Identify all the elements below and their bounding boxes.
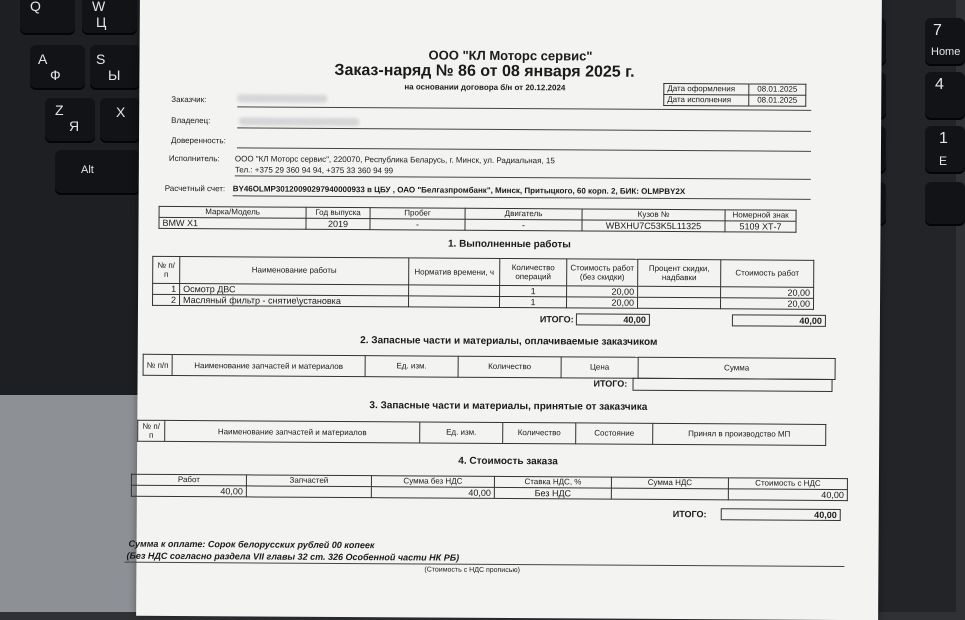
works-header: Процент скидки, надбавки bbox=[638, 259, 721, 287]
cost-works: 40,00 bbox=[131, 485, 246, 497]
key-0[interactable] bbox=[925, 182, 965, 226]
cost-vat-rate: Без НДС bbox=[494, 487, 611, 499]
work-name: Масляный фильтр - снятие\установка bbox=[180, 294, 409, 306]
parts-customer-heading: 3. Запасные части и материалы, принятые от заказчика bbox=[369, 400, 648, 413]
cost-header: Работ bbox=[131, 474, 246, 486]
works-total-sum: 40,00 bbox=[732, 314, 826, 327]
work-norm bbox=[409, 285, 500, 297]
key-z[interactable] bbox=[45, 98, 95, 143]
work-total: 20,00 bbox=[720, 298, 813, 310]
parts-paid-table bbox=[143, 354, 836, 380]
works-heading: 1. Выполненные работы bbox=[447, 238, 571, 251]
work-total: 20,00 bbox=[721, 287, 814, 299]
parts-customer-header-row bbox=[138, 420, 826, 445]
parts-customer-header: Состояние bbox=[576, 423, 653, 444]
key-home[interactable] bbox=[925, 18, 965, 66]
work-order-document bbox=[126, 0, 882, 620]
key-label-sub: Home bbox=[931, 46, 961, 58]
customer-redacted bbox=[237, 94, 327, 103]
customer-line bbox=[237, 106, 811, 111]
cost-with-vat: 40,00 bbox=[728, 489, 847, 501]
key-label: Q bbox=[30, 0, 41, 14]
laptop-surface bbox=[0, 395, 150, 612]
key-q[interactable] bbox=[20, 0, 75, 35]
vehicle-header: Кузов № bbox=[582, 209, 725, 221]
vehicle-header: Год выпуска bbox=[306, 207, 370, 218]
key-label: A bbox=[38, 51, 48, 67]
cost-header: Стоимость с НДС bbox=[728, 478, 847, 490]
cost-total-label: ИТОГО: bbox=[672, 509, 707, 520]
cost-parts bbox=[246, 486, 371, 498]
cost-table bbox=[131, 474, 848, 501]
vehicle-header: Двигатель bbox=[465, 208, 582, 220]
parts-paid-header-row bbox=[143, 354, 835, 379]
key-label-cyr: Ф bbox=[50, 67, 61, 83]
parts-paid-total-box bbox=[632, 378, 832, 392]
key-1[interactable] bbox=[925, 126, 965, 174]
cost-header: Сумма без НДС bbox=[371, 476, 494, 488]
owner-line bbox=[237, 127, 811, 132]
cost-total-value: 40,00 bbox=[721, 508, 841, 521]
key-4[interactable] bbox=[925, 72, 965, 120]
work-qty: 1 bbox=[500, 285, 567, 296]
works-table bbox=[152, 256, 814, 310]
key-label-cyr: Ы bbox=[108, 67, 121, 83]
works-header: Норматив времени, ч bbox=[409, 258, 500, 286]
cost-heading: 4. Стоимость заказа bbox=[458, 455, 558, 468]
work-name: Осмотр ДВС bbox=[180, 283, 409, 295]
owner-label: Владелец: bbox=[171, 115, 211, 126]
dates-table bbox=[663, 83, 806, 107]
vehicle-header: Пробег bbox=[370, 208, 465, 220]
key-a[interactable] bbox=[30, 45, 85, 90]
cost-header: Запчастей bbox=[246, 475, 371, 487]
company-name: ООО "КЛ Моторс сервис" bbox=[428, 47, 593, 64]
vehicle-model: BMW X1 bbox=[159, 217, 306, 229]
account-value: BY46OLMP30120090297940000933 в ЦБУ , ОАО "Белгазпромбанк", Минск, Притыцкого, 60 корп. 2, БИК: OLMPBY2X bbox=[232, 184, 686, 197]
work-cost: 20,00 bbox=[567, 286, 638, 297]
parts-paid-header: Количество bbox=[458, 356, 561, 378]
parts-paid-total-label: ИТОГО: bbox=[593, 378, 628, 389]
vehicle-vin: WBXHU7C53K5L11325 bbox=[582, 220, 725, 232]
works-header: № п/п bbox=[153, 256, 180, 283]
parts-customer-header: Ед. изм. bbox=[420, 422, 503, 444]
sum-caption: (Стоимость с НДС прописью) bbox=[424, 566, 520, 575]
key-label-cyr: Ц bbox=[96, 14, 107, 30]
date-label: Дата оформления bbox=[664, 83, 749, 95]
works-header-row bbox=[153, 256, 814, 287]
parts-paid-header: Сумма bbox=[638, 357, 835, 379]
work-norm bbox=[408, 296, 499, 308]
key-alt[interactable] bbox=[55, 150, 140, 195]
date-row bbox=[664, 83, 806, 95]
key-label: 7 bbox=[933, 22, 942, 39]
proxy-label: Доверенность: bbox=[170, 135, 226, 146]
executor-value: ООО "КЛ Моторс сервис", 220070, Республика Беларусь, г. Минск, ул. Радиальная, 15 bbox=[234, 154, 555, 166]
vehicle-header: Номерной знак bbox=[725, 210, 796, 221]
key-label: S bbox=[96, 51, 106, 67]
proxy-line bbox=[237, 147, 811, 152]
cost-header: Сумма НДС bbox=[611, 477, 728, 489]
parts-paid-heading: 2. Запасные части и материалы, оплачиваемые заказчиком bbox=[360, 335, 658, 348]
parts-paid-header: № п/п bbox=[143, 354, 172, 375]
executor-line bbox=[235, 175, 811, 180]
vat-note: (Без НДС согласно раздела VII главы 32 ст. 326 Особенной части НК РБ) bbox=[126, 550, 460, 563]
cost-no-vat: 40,00 bbox=[371, 487, 494, 499]
date-value: 08.01.2025 bbox=[749, 95, 806, 106]
key-label: X bbox=[116, 104, 126, 120]
owner-redacted bbox=[239, 117, 359, 126]
works-header: Наименование работы bbox=[180, 256, 409, 284]
works-header: Стоимость работ (без скидки) bbox=[567, 259, 638, 286]
cost-vat-sum bbox=[611, 488, 728, 500]
key-label-sub: E bbox=[939, 154, 948, 168]
work-qty: 1 bbox=[499, 296, 566, 307]
works-total-label: ИТОГО: bbox=[539, 314, 574, 325]
key-x[interactable] bbox=[100, 98, 140, 143]
parts-paid-header: Ед. изм. bbox=[365, 356, 458, 378]
vehicle-table bbox=[158, 206, 796, 233]
account-line bbox=[233, 195, 811, 200]
date-row bbox=[664, 94, 806, 106]
executor-label: Исполнитель: bbox=[168, 153, 220, 164]
parts-customer-table bbox=[137, 420, 826, 446]
key-label: 1 bbox=[939, 130, 948, 147]
work-number: 2 bbox=[153, 294, 180, 305]
vehicle-engine: - bbox=[465, 219, 582, 231]
works-total-cost: 40,00 bbox=[576, 313, 650, 325]
account-label: Расчетный счет: bbox=[164, 183, 226, 194]
parts-customer-header: Принял в производство МП bbox=[653, 423, 826, 445]
key-label: Alt bbox=[81, 164, 94, 176]
customer-label: Заказчик: bbox=[171, 94, 207, 105]
parts-customer-header: Количество bbox=[503, 422, 576, 443]
work-discount bbox=[638, 286, 721, 298]
work-cost: 20,00 bbox=[566, 297, 637, 308]
key-label-cyr: Я bbox=[69, 118, 80, 134]
works-header: Количество операций bbox=[500, 258, 567, 285]
key-label: 4 bbox=[935, 76, 944, 93]
works-header: Стоимость работ bbox=[721, 260, 814, 288]
key-s[interactable] bbox=[90, 45, 140, 90]
key-label: W bbox=[92, 0, 106, 14]
parts-customer-header: № п/п bbox=[138, 420, 165, 441]
vehicle-plate: 5109 ХТ-7 bbox=[725, 221, 796, 232]
key-w[interactable] bbox=[82, 0, 137, 35]
key-label: Z bbox=[55, 102, 64, 118]
work-number: 1 bbox=[153, 283, 180, 294]
sum-in-words: Сумма к оплате: Сорок белорусских рублей 00 копеек bbox=[128, 538, 375, 551]
document-title: Заказ-наряд № 86 от 08 января 2025 г. bbox=[334, 61, 635, 81]
parts-customer-header: Наименование запчастей и материалов bbox=[165, 420, 420, 443]
parts-paid-header: Цена bbox=[561, 357, 638, 378]
parts-paid-header: Наименование запчастей и материалов bbox=[172, 354, 365, 376]
contract-basis: на основании договора б/н от 20.12.2024 bbox=[404, 82, 566, 93]
cost-header: Ставка НДС, % bbox=[494, 476, 611, 488]
vehicle-mileage: - bbox=[370, 219, 465, 231]
date-label: Дата исполнения bbox=[664, 94, 749, 106]
vehicle-header: Марка/Модель bbox=[159, 206, 306, 218]
executor-phone: Тел.: +375 29 360 94 94, +375 33 360 94 99 bbox=[234, 165, 394, 176]
vehicle-year: 2019 bbox=[306, 218, 370, 229]
work-discount bbox=[637, 297, 720, 309]
date-value: 08.01.2025 bbox=[749, 84, 806, 95]
